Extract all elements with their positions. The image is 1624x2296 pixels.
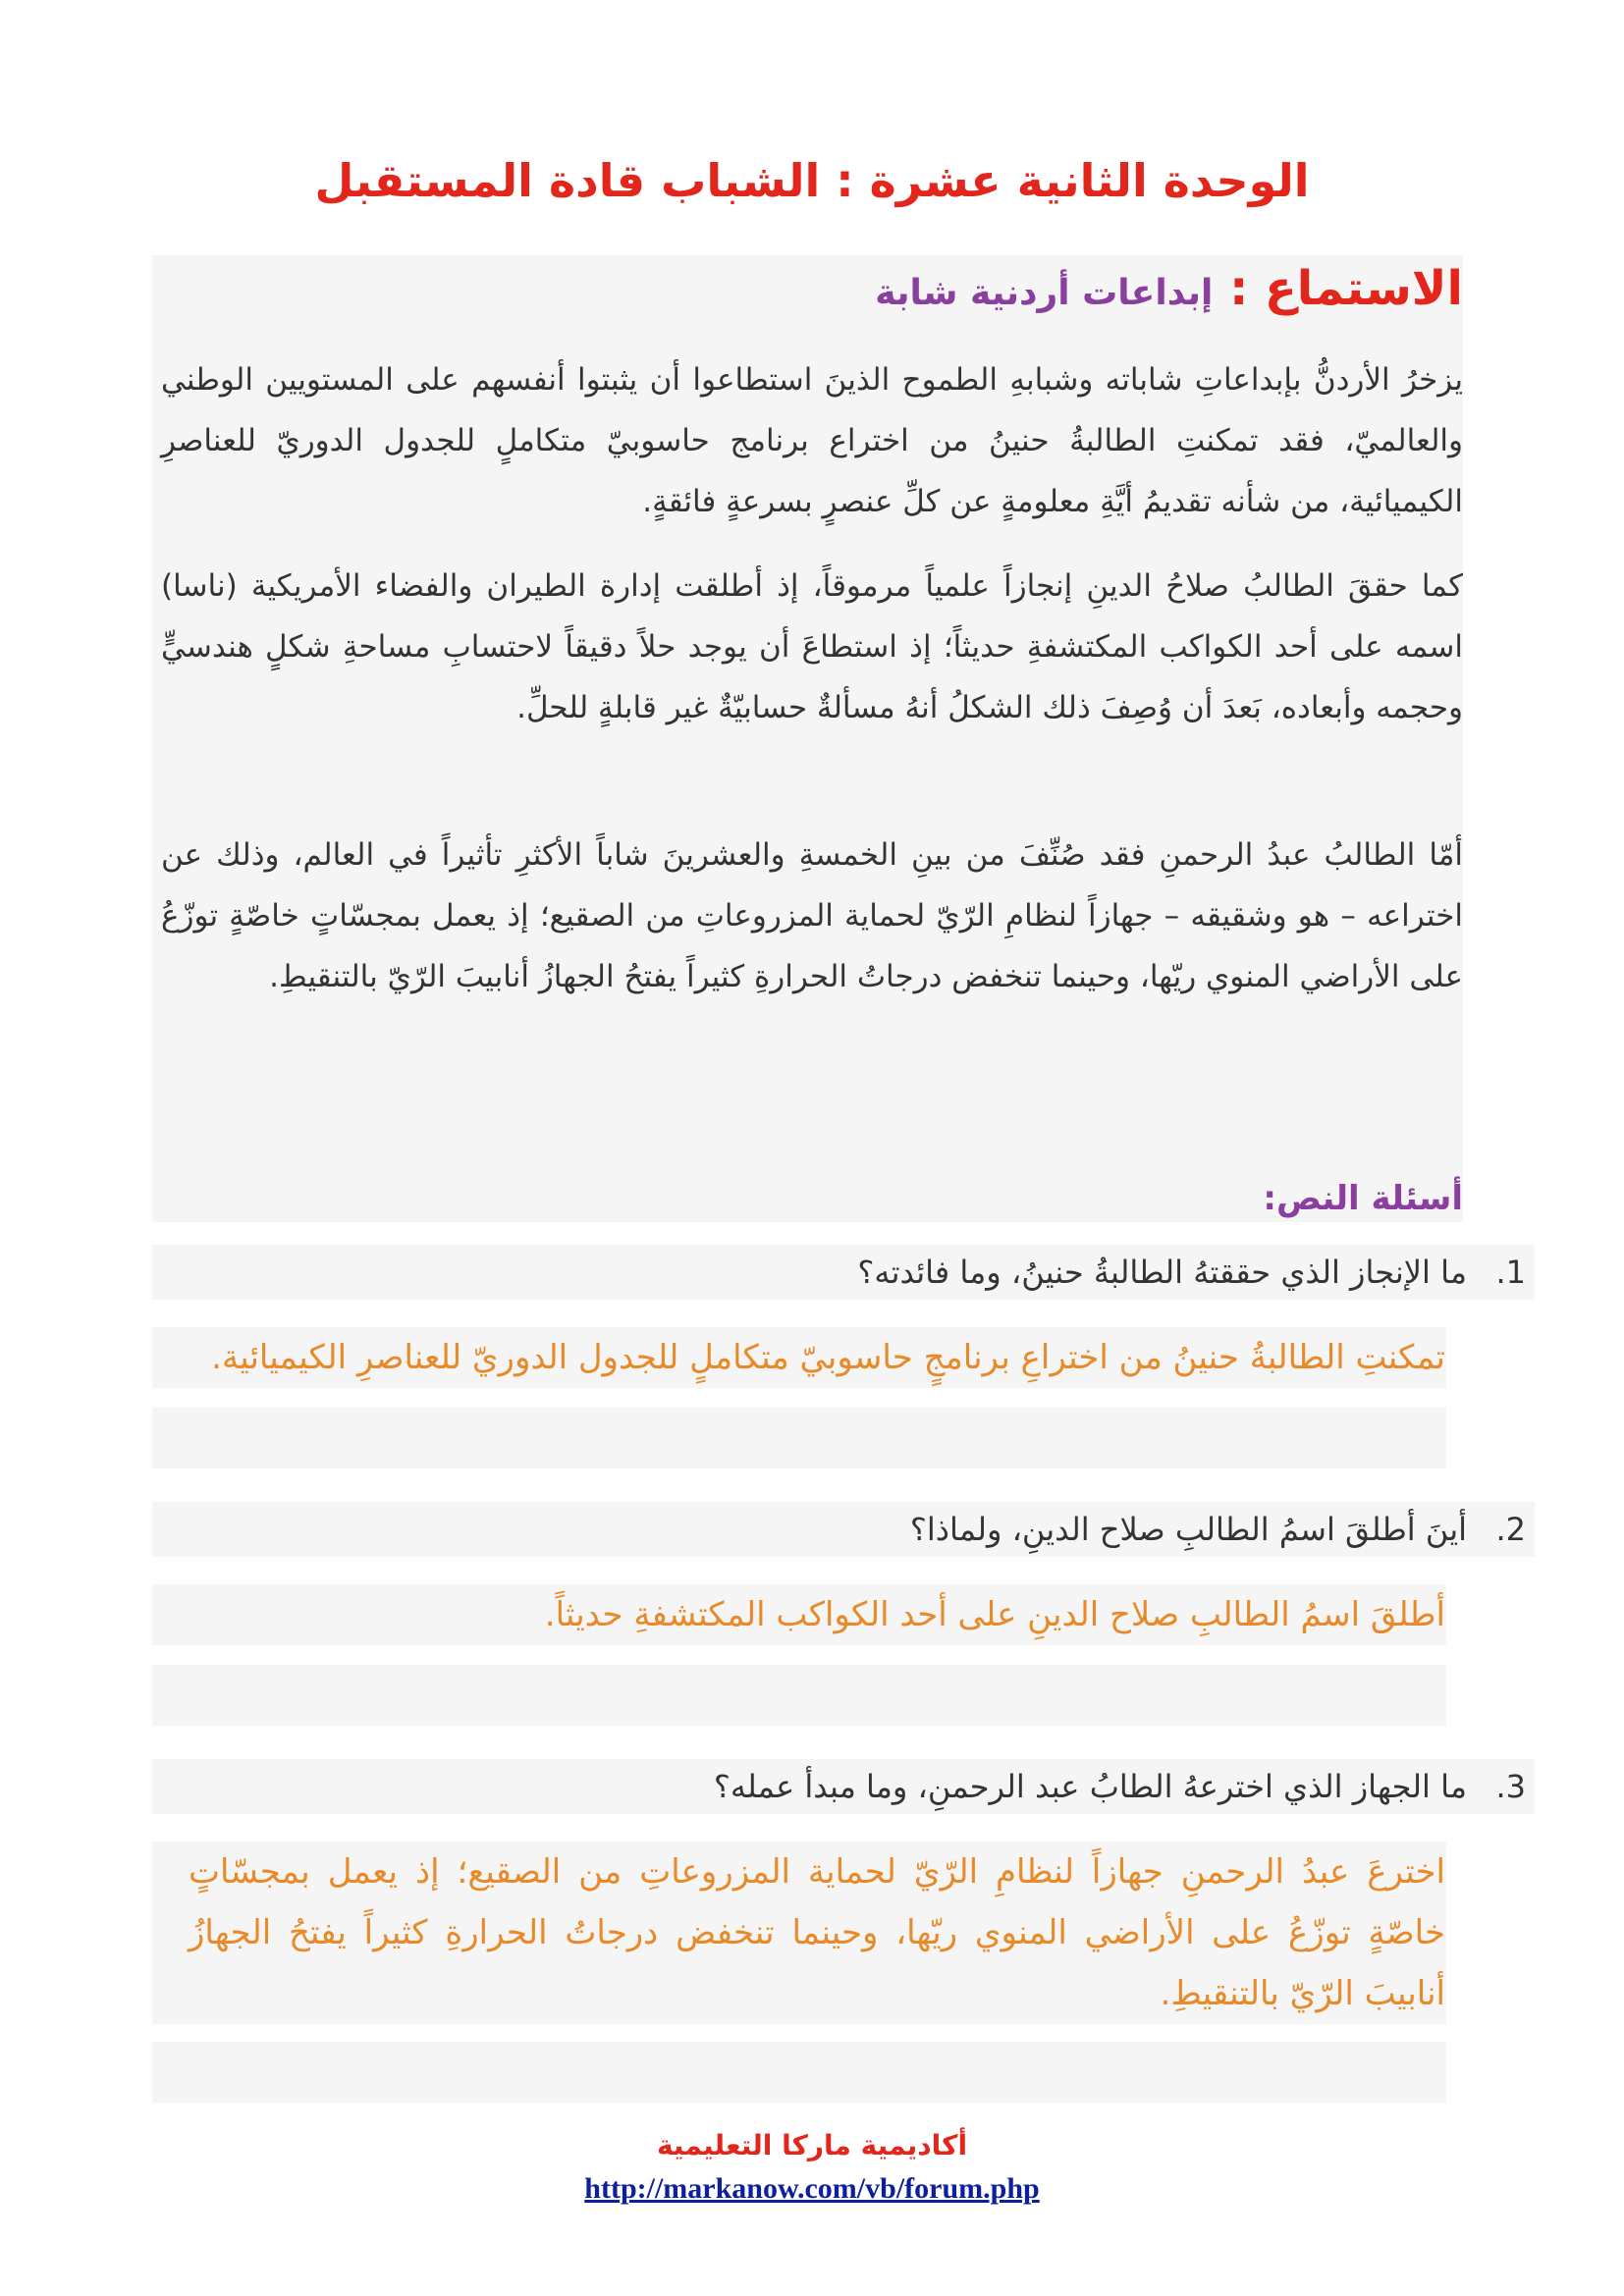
footer-link[interactable]: http://markanow.com/vb/forum.php (584, 2172, 1040, 2205)
answer-1: تمكنتِ الطالبةُ حنينُ من اختراعِ برنامجٍ حاسوبيّ متكاملٍ للجدول الدوريّ للعناصرِ الكيميائية. (211, 1338, 1445, 1377)
question-1 (857, 1245, 1526, 1300)
paragraph-1: يزخرُ الأردنُّ بإبداعاتِ شاباته وشبابهِ الطموح الذينَ استطاعوا أن يثبتوا أنفسهم على المستويين الوطني والعالميّ، فقد تمكنتِ الطالبةُ حنينُ من اختراع برنامج حاسوبيّ متكاملٍ للجدول الدوريّ للعناصرِ الكيميائية، من شأنه تقديمُ أيَّةِ معلومةٍ عن كلِّ عنصرٍ بسرعةٍ فائقةٍ. (161, 362, 1463, 519)
answer-3-blank-line (152, 2042, 1446, 2103)
paragraph-3: أمّا الطالبُ عبدُ الرحمنِ فقد صُنِّفَ من بينِ الخمسةِ والعشرينَ شاباً الأكثرِ تأثيراً في العالم، وذلك عن اختراعه – هو وشقيقه – جهازاً لنظامِ الرّيّ لحماية المزروعاتِ من الصقيع؛ إذ يعمل بمجسّاتٍ خاصّةٍ توزّعُ على الأراضي المنوي ريّها، وحينما تنخفض درجاتُ الحرارةِ كثيراً يفتحُ الجهازُ أنابيبَ الرّيّ بالتنقيطِ. (161, 837, 1463, 994)
question-3 (714, 1759, 1526, 1814)
unit-title: الوحدة الثانية عشرة : الشباب قادة المستقبل (314, 153, 1310, 207)
question-1-text: ما الإنجاز الذي حققتهُ الطالبةُ حنينُ، وما فائدته؟ (857, 1254, 1467, 1291)
paragraph-2: كما حققَ الطالبُ صلاحُ الدينِ إنجازاً علمياً مرموقاً، إذ أطلقت إدارة الطيران والفضاء الأمريكية (ناسا) اسمه على أحد الكواكب المكتشفةِ حديثاً؛ إذ استطاعَ أن يوجد حلاً دقيقاً لاحتسابِ مساحةِ شكلٍ هندسيٍّ وحجمه وأبعاده، بَعدَ أن وُصِفَ ذلك الشكلُ أنهُ مسألةٌ حسابيّةٌ غير قابلةٍ للحلِّ. (161, 568, 1463, 725)
question-2-text: أينَ أطلقَ اسمُ الطالبِ صلاح الدينِ، ولماذا؟ (909, 1511, 1467, 1548)
question-2 (910, 1502, 1526, 1557)
section-subtitle: إبداعات أردنية شابة (875, 273, 1214, 313)
question-1-number: 1. (1495, 1254, 1526, 1291)
question-3-text: ما الجهاز الذي اخترعهُ الطابُ عبد الرحمنِ، وما مبدأ عمله؟ (713, 1768, 1467, 1805)
question-3-number: 3. (1495, 1768, 1526, 1805)
answer-1-blank-line (152, 1408, 1446, 1468)
section-label: الاستماع : (1229, 261, 1463, 316)
answer-2-blank-line (152, 1665, 1446, 1726)
question-2-number: 2. (1495, 1511, 1526, 1548)
answer-2: أطلقَ اسمُ الطالبِ صلاح الدينِ على أحد الكواكب المكتشفةِ حديثاً. (544, 1595, 1445, 1634)
section-heading (157, 257, 1463, 325)
answer-3: اخترعَ عبدُ الرحمنِ جهازاً لنظامِ الرّيّ لحماية المزروعاتِ من الصقيع؛ إذ يعمل بمجسّاتٍ خاصّةٍ توزّعُ على الأراضي المنوي ريّها، وحينما تنخفض درجاتُ الحرارةِ كثيراً يفتحُ الجهازُ أنابيبَ الرّيّ بالتنقيطِ. (189, 1852, 1445, 2013)
footer-academy-name: أكاديمية ماركا التعليمية (656, 2129, 968, 2162)
questions-title: أسئلة النص: (1263, 1179, 1463, 1218)
